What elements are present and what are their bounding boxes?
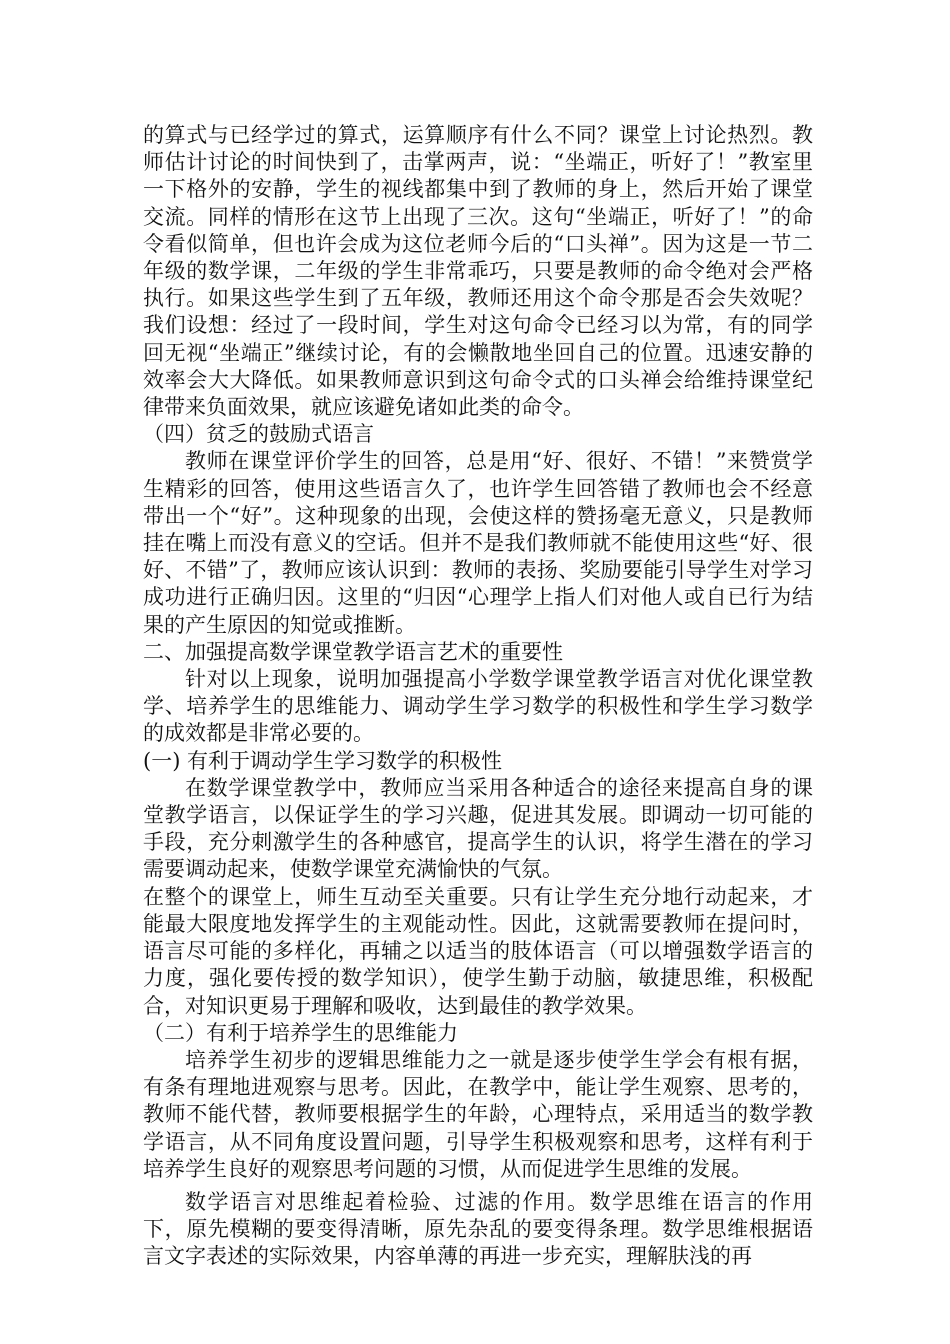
paragraph-language-thinking: 数学语言对思维起着检验、过滤的作用。数学思维在语言的作用下，原先模糊的要变得清晰，原先杂乱的要变得条理。数学思维根据语言文字表述的实际效果，内容单薄的再进一步充实，理解肤浅的再 (143, 1189, 813, 1269)
document-page (143, 122, 813, 1271)
paragraph-encouragement: 教师在课堂评价学生的回答，总是用“好、很好、不错！”来赞赏学生精彩的回答，使用这些语言久了，也许学生回答错了教师也会不经意带出一个“好”。这种现象的出现，会使这样的赞扬毫无意义，只是教师挂在嘴上而没有意义的空话。但并不是我们教师就不能使用这些“好、很好、不错”了，教师应该认识到：教师的表扬、奖励要能引导学生对学习成功进行正确归因。这里的“归因“心理学上指人们对他人或自已行为结果的产生原因的知觉或推断。 (143, 449, 813, 637)
chapter-heading-2: 二、加强提高数学课堂教学语言艺术的重要性 (143, 639, 563, 664)
section-heading-4: （四）贫乏的鼓励式语言 (143, 422, 374, 447)
paragraph-interaction: 在整个的课堂上，师生互动至关重要。只有让学生充分地行动起来，才能最大限度地发挥学生的主观能动性。因此，这就需要教师在提问时，语言尽可能的多样化，再辅之以适当的肢体语言（可以增强数学语言的力度，强化要传授的数学知识），使学生勤于动脑，敏捷思维，积极配合，对知识更易于理解和吸收，达到最佳的教学效果。 (143, 884, 813, 1018)
paragraph-summary: 针对以上现象，说明加强提高小学数学课堂教学语言对优化课堂教学、培养学生的思维能力、调动学生学习数学的积极性和学生学习数学的成效都是非常必要的。 (143, 667, 813, 746)
paragraph-thinking: 培养学生初步的逻辑思维能力之一就是逐步使学生学会有根有据，有条有理地进观察与思考。因此，在教学中，能让学生观察、思考的，教师不能代替，教师要根据学生的年龄，心理特点，采用适当的数学教学语言，从不同角度设置问题，引导学生积极观察和思考，这样有利于培养学生良好的观察思考问题的习惯，从而促进学生思维的发展。 (143, 1047, 813, 1181)
paragraph-motivation: 在数学课堂教学中，教师应当采用各种适合的途径来提高自身的课堂教学语言，以保证学生的学习兴趣，促进其发展。即调动一切可能的手段，充分刺激学生的各种感官，提高学生的认识，将学生潜在的学习需要调动起来，使数学课堂充满愉快的气氛。 (143, 775, 813, 882)
section-heading-2: （二）有利于培养学生的思维能力 (143, 1020, 458, 1045)
paragraph-continuation: 的算式与已经学过的算式，运算顺序有什么不同？课堂上讨论热烈。教师估计讨论的时间快到了，击掌两声，说：“坐端正，听好了！”教室里一下格外的安静，学生的视线都集中到了教师的身上，然后开始了课堂交流。同样的情形在这节上出现了三次。这句“坐端正，听好了！”的命令看似简单，但也许会成为这位老师今后的“口头禅”。因为这是一节二年级的数学课，二年级的学生非常乖巧，只要是教师的命令绝对会严格执行。如果这些学生到了五年级，教师还用这个命令那是否会失效呢？我们设想：经过了一段时间，学生对这句命令已经习以为常，有的同学回无视“坐端正”继续讨论，有的会懒散地坐回自己的位置。迅速安静的效率会大大降低。如果教师意识到这句命令式的口头禅会给维持课堂纪律带来负面效果，就应该避免诸如此类的命令。 (143, 123, 813, 420)
section-heading-1: (一) 有利于调动学生学习数学的积极性 (143, 748, 503, 773)
